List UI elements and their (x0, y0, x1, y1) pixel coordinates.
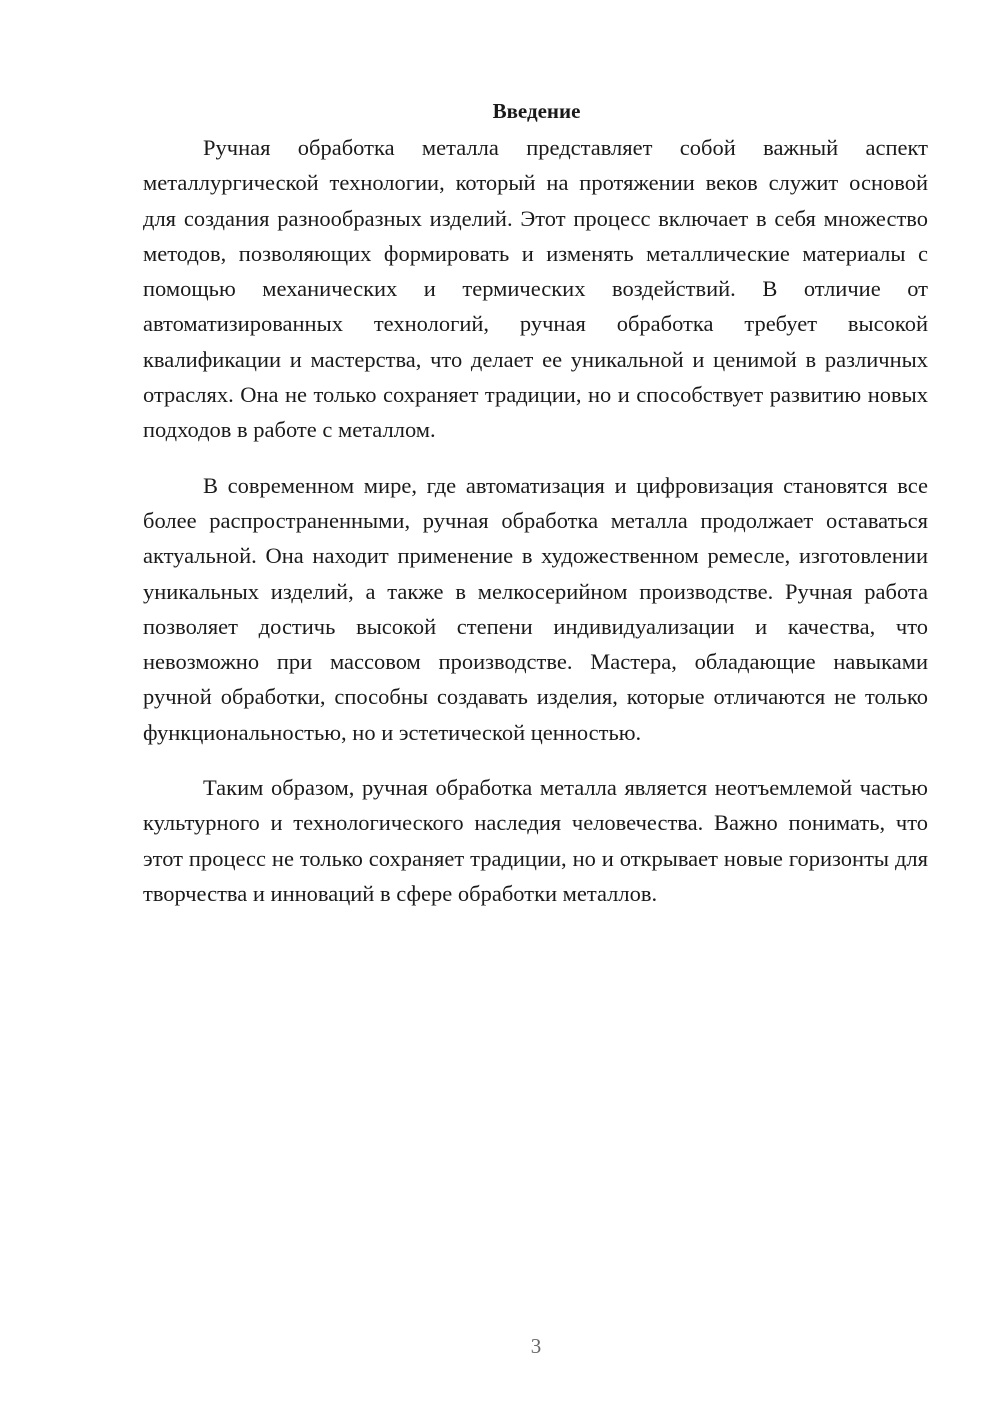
paragraph-1: Ручная обработка металла представляет собой важный аспект металлургической технологии, который на протяжении веков служит основой для создания разнообразных изделий. Этот процесс включает в себя множество методов, позволяющих формировать и изменять металлические материалы с помощью механических и термических воздействий. В отличие от автоматизированных технологий, ручная обработка требует высокой квалификации и мастерства, что делает ее уникальной и ценимой в различных отраслях. Она не только сохраняет традиции, но и способствует развитию новых подходов в работе с металлом. (143, 135, 928, 443)
page-content (143, 96, 928, 931)
paragraph-3: Таким образом, ручная обработка металла является неотъемлемой частью культурного и технологического наследия человечества. Важно понимать, что этот процесс не только сохраняет традиции, но и открывает новые горизонты для творчества и инноваций в сфере обработки металлов. (143, 775, 928, 906)
paragraph-2: В современном мире, где автоматизация и цифровизация становятся все более распространенными, ручная обработка металла продолжает оставаться актуальной. Она находит применение в художественном ремесле, изготовлении уникальных изделий, а также в мелкосерийном производстве. Ручная работа позволяет достичь высокой степени индивидуализации и качества, что невозможно при массовом производстве. Мастера, обладающие навыками ручной обработки, способны создавать изделия, которые отличаются не только функциональностью, но и эстетической ценностью. (143, 472, 928, 745)
section-title: Введение (492, 99, 581, 123)
page-number: 3 (530, 1334, 542, 1358)
